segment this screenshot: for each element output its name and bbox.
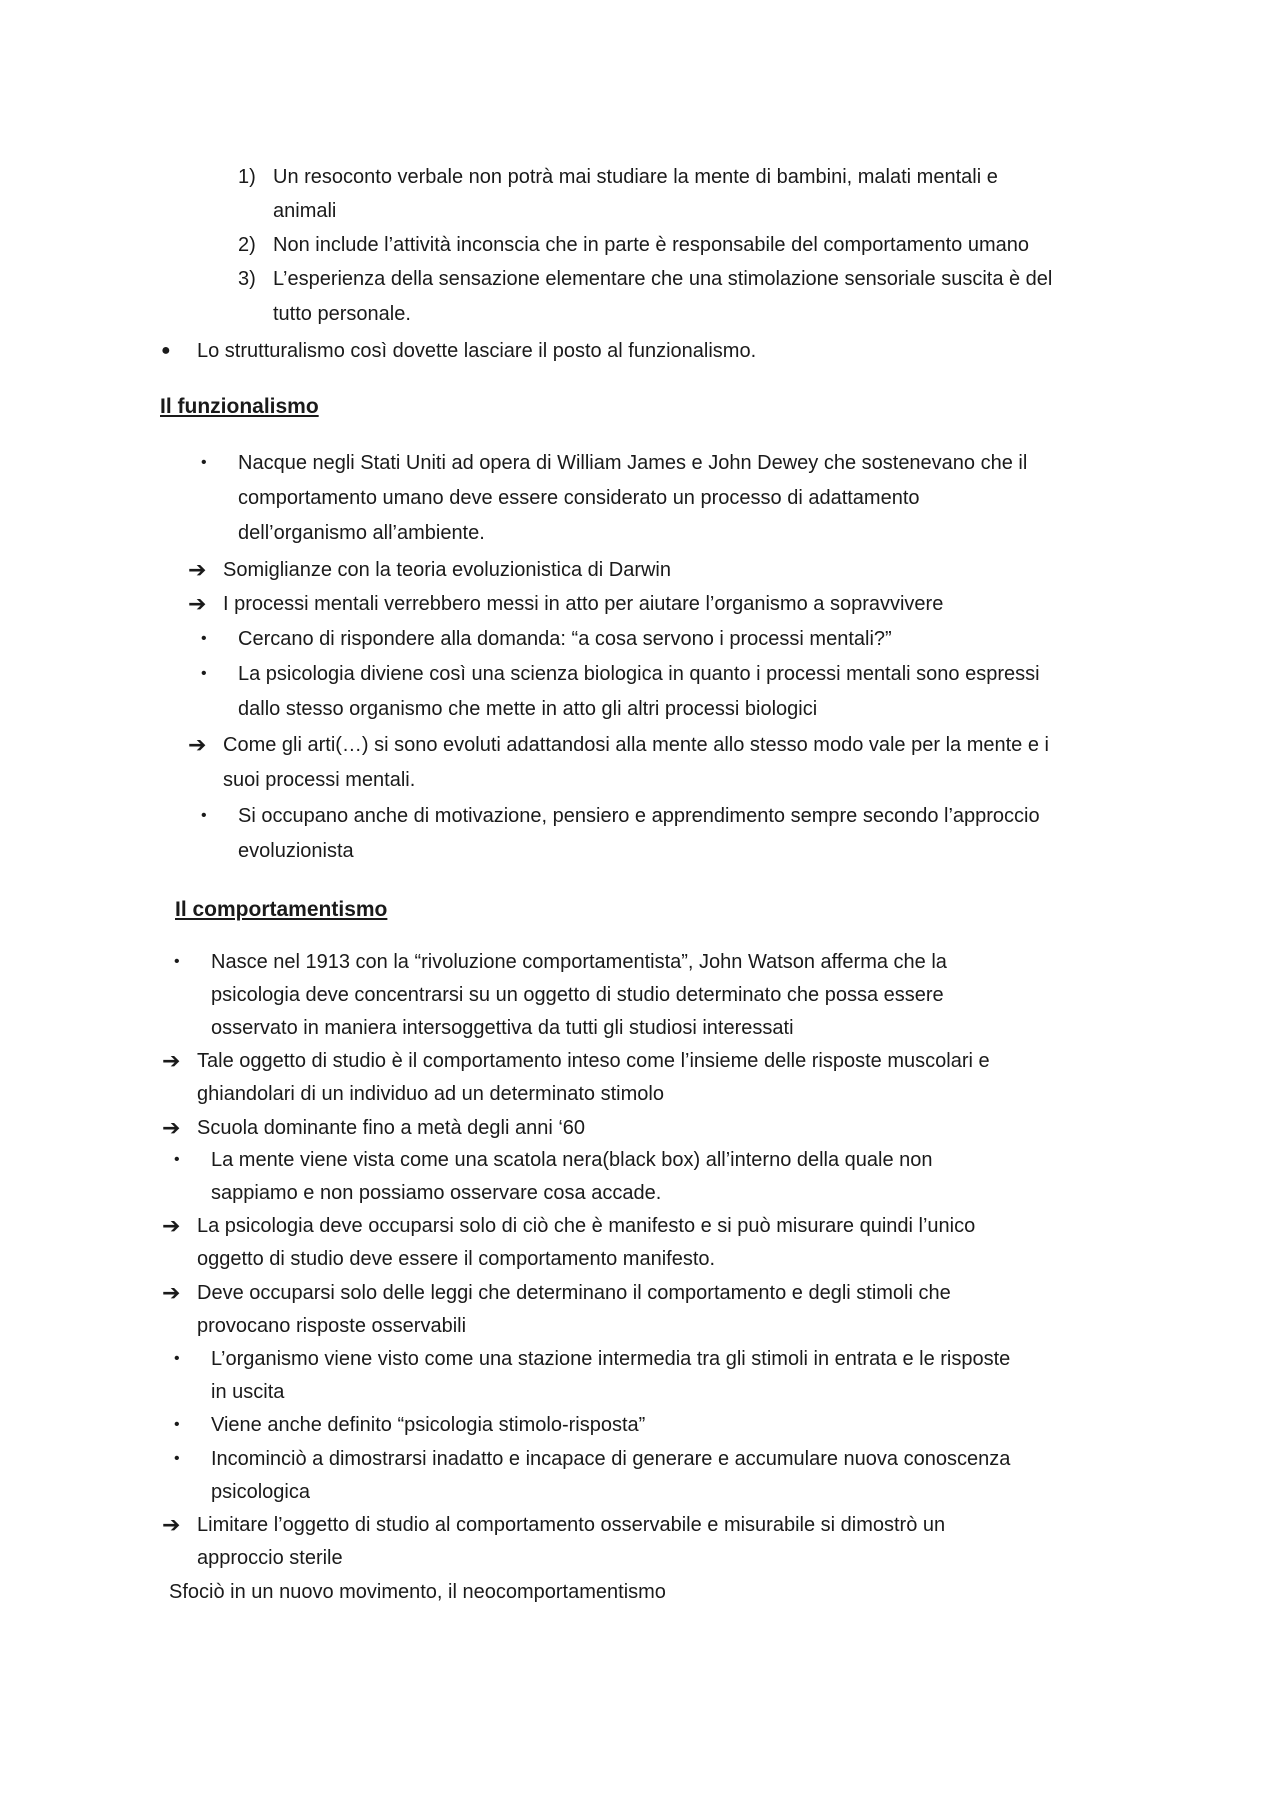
- arrow-icon: ➔: [162, 1048, 181, 1073]
- bullet-icon: •: [174, 1151, 180, 1168]
- list-item-line: Un resoconto verbale non potrà mai studiare la mente di bambini, malati mentali e: [273, 166, 998, 188]
- arrow-icon: ➔: [188, 557, 207, 582]
- list-item-line: Incominciò a dimostrarsi inadatto e incapace di generare e accumulare nuova conoscenza: [211, 1448, 1011, 1470]
- closing-line: Sfociò in un nuovo movimento, il neocomportamentismo: [169, 1581, 666, 1603]
- arrow-icon: ➔: [162, 1115, 181, 1140]
- list-item-line: in uscita: [211, 1381, 285, 1403]
- list-item-line: dallo stesso organismo che mette in atto gli altri processi biologici: [238, 698, 818, 720]
- list-item-line: La psicologia diviene così una scienza biologica in quanto i processi mentali sono espressi: [238, 663, 1040, 685]
- bullet-icon: ●: [161, 342, 171, 359]
- arrow-icon: ➔: [188, 732, 207, 757]
- arrow-icon: ➔: [162, 1512, 181, 1537]
- list-item-line: Limitare l’oggetto di studio al comportamento osservabile e misurabile si dimostrò un: [197, 1514, 946, 1536]
- list-item-line: Deve occuparsi solo delle leggi che determinano il comportamento e degli stimoli che: [197, 1282, 951, 1304]
- bullet-icon: •: [174, 1350, 180, 1367]
- list-number: 2): [238, 234, 256, 256]
- list-item-line: ghiandolari di un individuo ad un determinato stimolo: [197, 1083, 664, 1105]
- list-item-line: Nacque negli Stati Uniti ad opera di William James e John Dewey che sostenevano che il: [238, 452, 1028, 474]
- list-item-line: approccio sterile: [197, 1547, 343, 1569]
- bullet-icon: •: [201, 630, 207, 647]
- bullet-icon: •: [201, 665, 207, 682]
- list-item-line: dell’organismo all’ambiente.: [238, 522, 485, 544]
- closing-line: Lo strutturalismo così dovette lasciare il posto al funzionalismo.: [197, 340, 757, 362]
- list-item-line: psicologia deve concentrarsi su un oggetto di studio determinato che possa essere: [211, 984, 944, 1006]
- list-item-line: evoluzionista: [238, 840, 354, 862]
- list-item-line: osservato in maniera intersoggettiva da tutti gli studiosi interessati: [211, 1017, 794, 1039]
- list-item-line: psicologica: [211, 1481, 310, 1503]
- section-title: Il funzionalismo: [160, 395, 319, 418]
- list-item-line: Non include l’attività inconscia che in parte è responsabile del comportamento umano: [273, 234, 1029, 256]
- list-number: 3): [238, 268, 256, 290]
- list-item-line: L’esperienza della sensazione elementare che una stimolazione sensoriale suscita è del: [273, 268, 1053, 290]
- list-item-line: sappiamo e non possiamo osservare cosa accade.: [211, 1182, 662, 1204]
- list-item-line: tutto personale.: [273, 303, 411, 325]
- arrow-icon: ➔: [188, 591, 207, 616]
- section-title: Il comportamentismo: [175, 898, 388, 921]
- list-item-line: suoi processi mentali.: [223, 769, 416, 791]
- bullet-icon: •: [174, 1416, 180, 1433]
- bullet-icon: •: [201, 807, 207, 824]
- list-item-line: Scuola dominante fino a metà degli anni ‘60: [197, 1117, 586, 1139]
- list-item-line: Viene anche definito “psicologia stimolo-risposta”: [211, 1414, 646, 1436]
- list-item-line: La mente viene vista come una scatola nera(black box) all’interno della quale non: [211, 1149, 933, 1171]
- arrow-icon: ➔: [162, 1213, 181, 1238]
- list-item-line: provocano risposte osservabili: [197, 1315, 467, 1337]
- bullet-icon: •: [174, 1450, 180, 1467]
- list-item-line: I processi mentali verrebbero messi in atto per aiutare l’organismo a sopravvivere: [223, 593, 944, 615]
- list-item-line: oggetto di studio deve essere il comportamento manifesto.: [197, 1248, 716, 1270]
- list-item-line: Somiglianze con la teoria evoluzionistica di Darwin: [223, 559, 671, 581]
- bullet-icon: •: [174, 953, 180, 970]
- list-item-line: Come gli arti(…) si sono evoluti adattandosi alla mente allo stesso modo vale per la mente e i: [223, 734, 1049, 756]
- list-item-line: animali: [273, 200, 337, 222]
- list-number: 1): [238, 166, 256, 188]
- list-item-line: Cercano di rispondere alla domanda: “a cosa servono i processi mentali?”: [238, 628, 892, 650]
- list-item-line: Tale oggetto di studio è il comportamento inteso come l’insieme delle risposte muscolari e: [197, 1050, 990, 1072]
- list-item-line: Nasce nel 1913 con la “rivoluzione comportamentista”, John Watson afferma che la: [211, 951, 947, 973]
- list-item-line: La psicologia deve occuparsi solo di ciò che è manifesto e si può misurare quindi l’unico: [197, 1215, 976, 1237]
- list-item-line: comportamento umano deve essere considerato un processo di adattamento: [238, 487, 920, 509]
- bullet-icon: •: [201, 454, 207, 471]
- arrow-icon: ➔: [162, 1280, 181, 1305]
- list-item-line: L’organismo viene visto come una stazione intermedia tra gli stimoli in entrata e le risposte: [211, 1348, 1011, 1370]
- list-item-line: Si occupano anche di motivazione, pensiero e apprendimento sempre secondo l’approccio: [238, 805, 1040, 827]
